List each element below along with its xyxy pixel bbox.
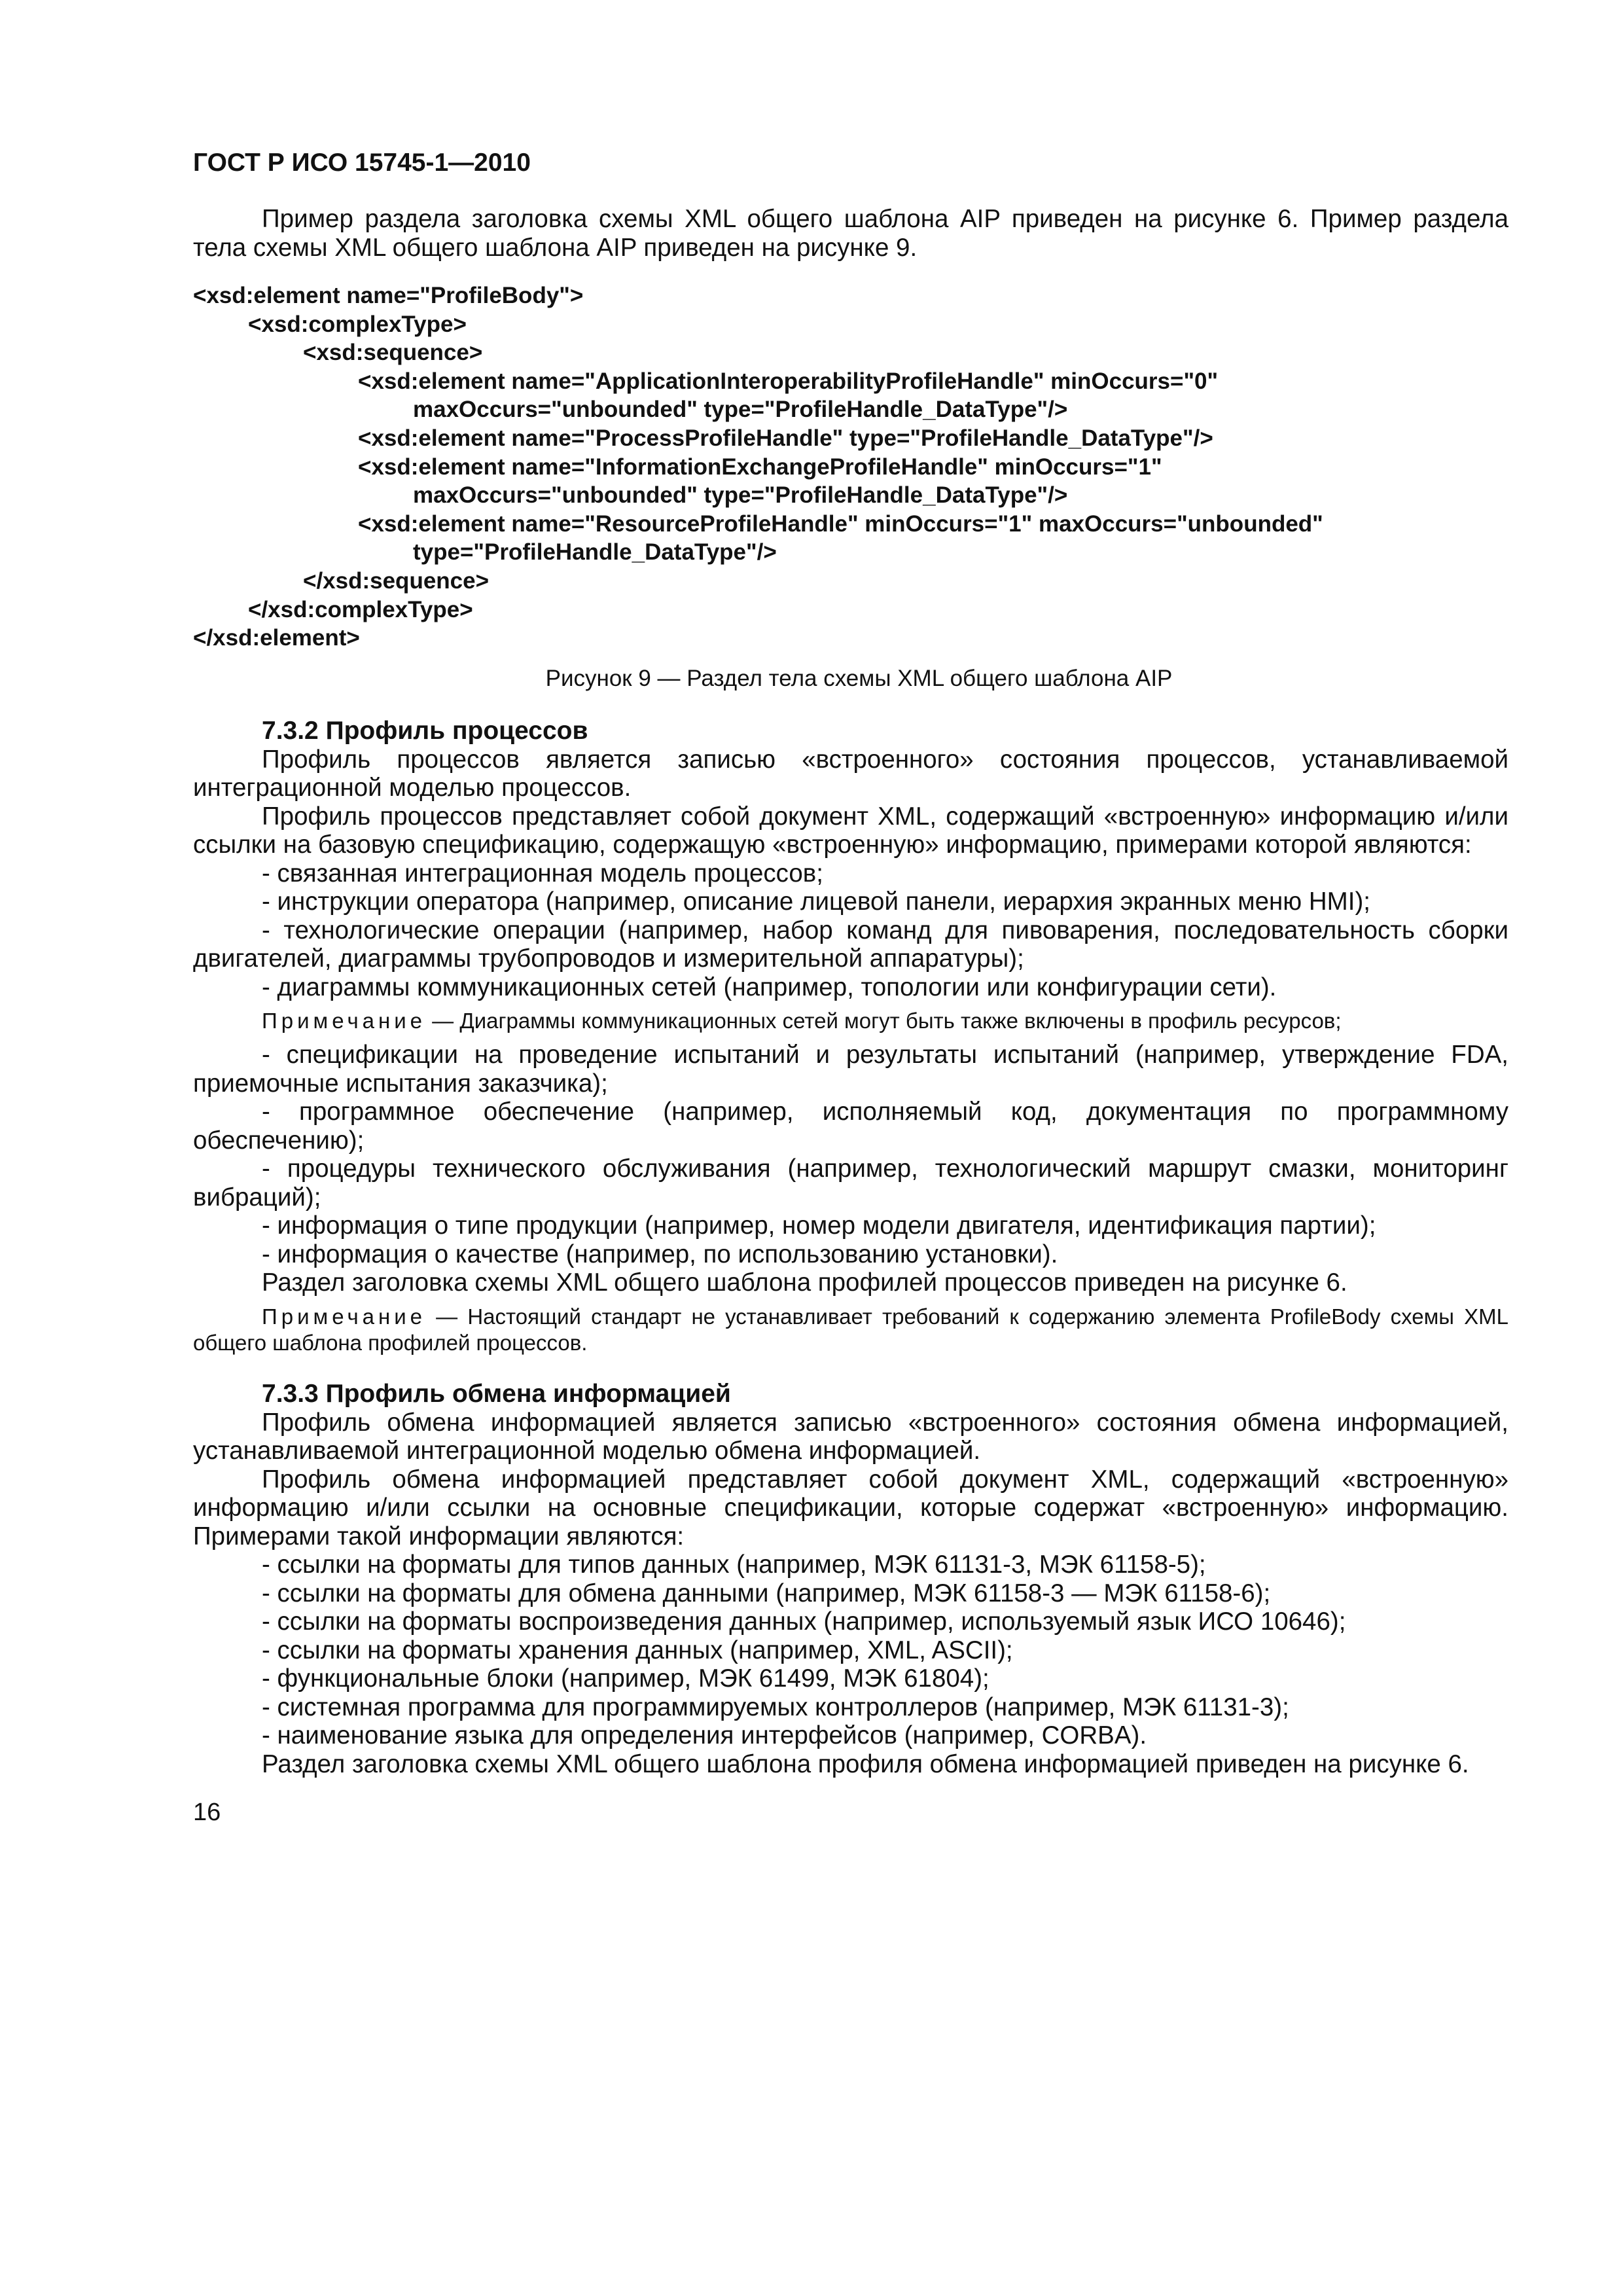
code-line: <xsd:element name="ResourceProfileHandle" minOccurs="1" maxOccurs="unbounded" xyxy=(358,511,1323,537)
list-item: - ссылки на форматы хранения данных (например, XML, ASCII); xyxy=(262,1636,1013,1664)
note-text: — Диаграммы коммуникационных сетей могут быть также включены в профиль ресурсов; xyxy=(426,1009,1342,1033)
note-label: Примечание xyxy=(262,1009,427,1033)
code-line: </xsd:complexType> xyxy=(248,596,473,622)
list-item: - системная программа для программируемых контроллеров (например, МЭК 61131-3); xyxy=(262,1693,1289,1721)
section-heading-7-3-2: 7.3.2 Профиль процессов xyxy=(262,716,588,745)
list-item: - информация о типе продукции (например, номер модели двигателя, идентификация партии); xyxy=(262,1211,1376,1240)
list-item: - диаграммы коммуникационных сетей (например, топологии или конфигурации сети). xyxy=(262,973,1277,1001)
paragraph: Раздел заголовка схемы XML общего шаблона профиля обмена информацией приведен на рисунке 6. xyxy=(262,1749,1469,1778)
list-item: - процедуры технического обслуживания (например, технологический маршрут смазки, мониторинг вибраций); xyxy=(193,1155,1508,1211)
intro-paragraph: Пример раздела заголовка схемы XML общего шаблона AIP приведен на рисунке 6. Пример раздела тела схемы XML общего шаблона AIP приведен на рисунке 9. xyxy=(193,205,1508,262)
code-line: </xsd:element> xyxy=(193,625,360,651)
paragraph: Профиль обмена информацией представляет собой документ XML, содержащий «встроенную» информацию и/или ссылки на основные спецификации, которые содержат «встроенную» информацию. Примерами такой информации являются: xyxy=(193,1465,1508,1551)
list-item: - ссылки на форматы для типов данных (например, МЭК 61131-3, МЭК 61158-5); xyxy=(262,1551,1206,1579)
list-item: - технологические операции (например, набор команд для пивоварения, последовательность сборки двигателей, диаграммы трубопроводов и измерительной аппаратуры); xyxy=(193,916,1508,973)
code-line: <xsd:element name="ProcessProfileHandle" type="ProfileHandle_DataType"/> xyxy=(358,425,1213,451)
list-item: - ссылки на форматы воспроизведения данных (например, используемый язык ИСО 10646); xyxy=(262,1607,1346,1636)
code-line: <xsd:complexType> xyxy=(248,311,467,337)
list-item: - ссылки на форматы для обмена данными (например, МЭК 61158-3 — МЭК 61158-6); xyxy=(262,1579,1271,1607)
note-text: — Настоящий стандарт не устанавливает требований к содержанию элемента ProfileBody схемы XML общего шаблона профилей процессов. xyxy=(193,1304,1508,1355)
standard-header: ГОСТ Р ИСО 15745-1—2010 xyxy=(193,149,531,177)
paragraph: Профиль обмена информацией является записью «встроенного» состояния обмена информацией, устанавливаемой интеграционной моделью обмена информацией. xyxy=(193,1408,1508,1465)
code-line: maxOccurs="unbounded" type="ProfileHandle_DataType"/> xyxy=(413,482,1068,509)
page-content xyxy=(193,147,1508,1827)
code-line: type="ProfileHandle_DataType"/> xyxy=(413,539,777,565)
code-line: </xsd:sequence> xyxy=(303,567,490,594)
list-item: - инструкции оператора (например, описание лицевой панели, иерархия экранных меню HMI); xyxy=(262,888,1370,916)
code-line: <xsd:element name="ProfileBody"> xyxy=(193,283,584,308)
code-line: <xsd:sequence> xyxy=(303,340,483,366)
list-item: - спецификации на проведение испытаний и результаты испытаний (например, утверждение FDA, приемочные испытания заказчика); xyxy=(193,1041,1508,1098)
paragraph: Раздел заголовка схемы XML общего шаблона профилей процессов приведен на рисунке 6. xyxy=(262,1268,1347,1297)
list-item: - связанная интеграционная модель процессов; xyxy=(262,859,823,888)
list-item: - функциональные блоки (например, МЭК 61499, МЭК 61804); xyxy=(262,1664,990,1693)
paragraph: Профиль процессов представляет собой документ XML, содержащий «встроенную» информацию и/или ссылки на базовую спецификацию, содержащую «встроенную» информацию, примерами которой являются: xyxy=(193,802,1508,859)
code-line: <xsd:element name="ApplicationInteroperabilityProfileHandle" minOccurs="0" xyxy=(358,368,1219,394)
list-item: - информация о качестве (например, по использованию установки). xyxy=(262,1240,1058,1268)
note xyxy=(193,1304,1508,1356)
xml-code-listing xyxy=(193,281,1508,653)
page-number: 16 xyxy=(193,1799,221,1827)
note-label: Примечание xyxy=(262,1304,427,1329)
section-heading-7-3-3: 7.3.3 Профиль обмена информацией xyxy=(262,1379,731,1408)
code-line: maxOccurs="unbounded" type="ProfileHandle_DataType"/> xyxy=(413,397,1068,423)
figure-caption: Рисунок 9 — Раздел тела схемы XML общего шаблона AIP xyxy=(545,665,1173,691)
note xyxy=(193,1008,1508,1034)
list-item: - наименование языка для определения интерфейсов (например, CORBA). xyxy=(262,1721,1147,1750)
paragraph: Профиль процессов является записью «встроенного» состояния процессов, устанавливаемой интеграционной моделью процессов. xyxy=(193,745,1508,802)
code-line: <xsd:element name="InformationExchangeProfileHandle" minOccurs="1" xyxy=(358,454,1162,480)
list-item: - программное обеспечение (например, исполняемый код, документация по программному обеспечению); xyxy=(193,1098,1508,1155)
